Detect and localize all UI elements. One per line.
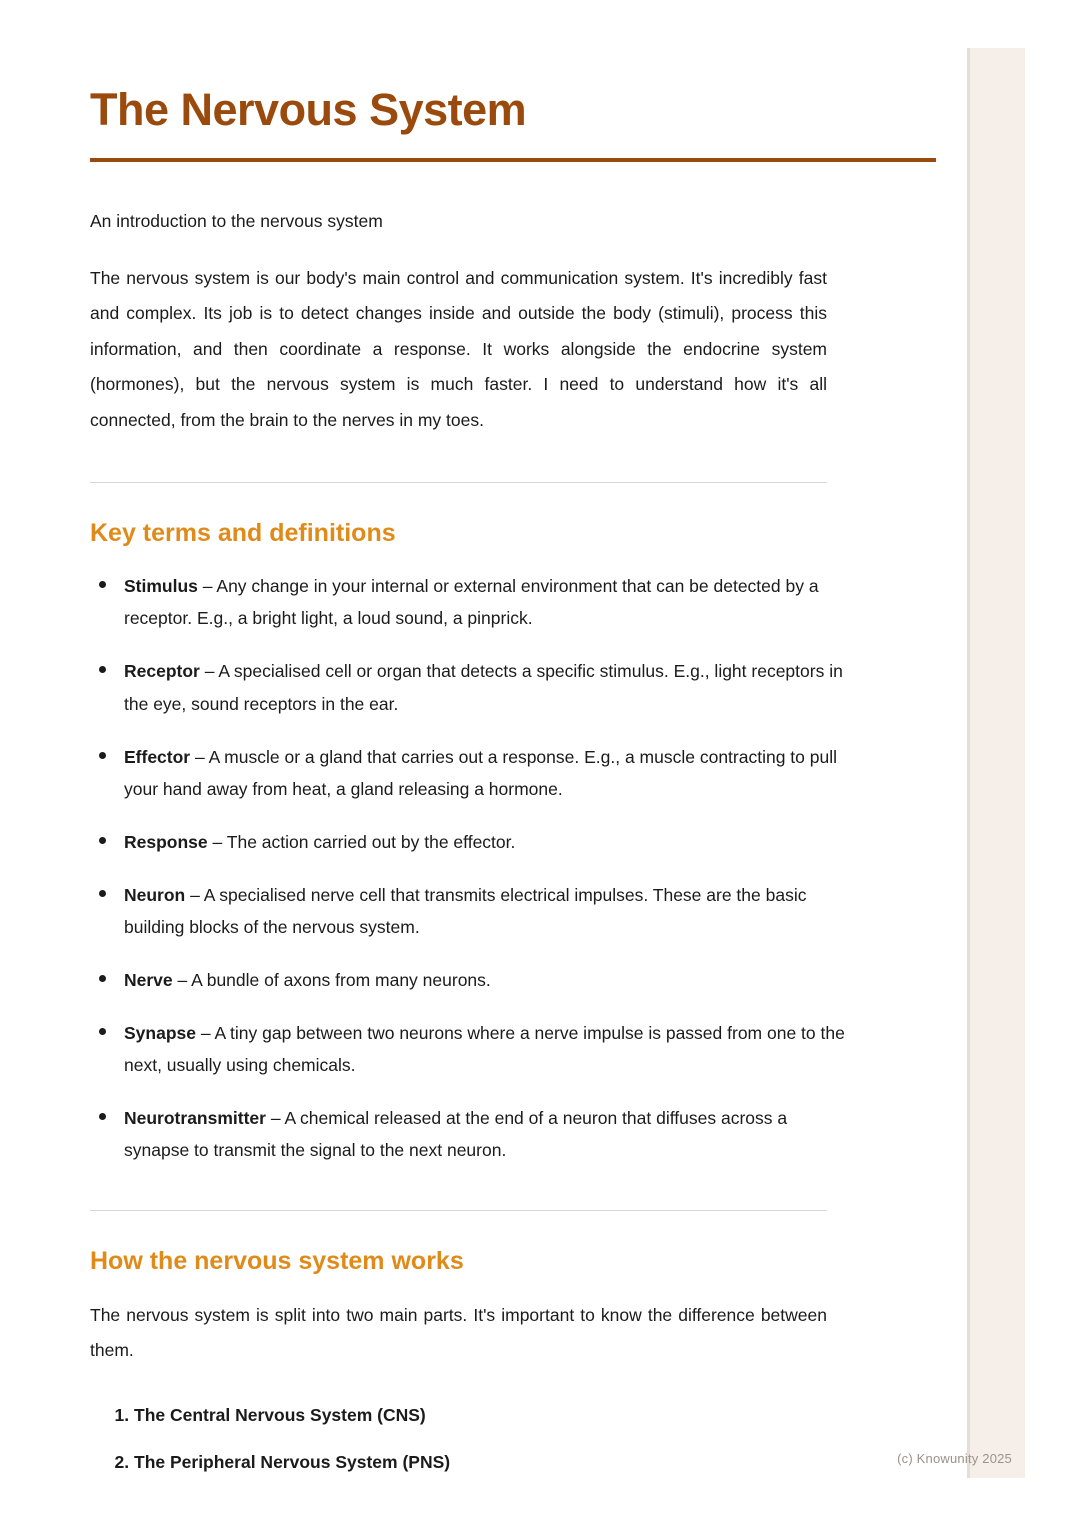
term-label: Synapse xyxy=(124,1022,196,1043)
section-heading-how-it-works: How the nervous system works xyxy=(90,1246,464,1275)
term-definition: – A specialised cell or organ that detects a specific stimulus. E.g., light receptors in the eye, sound receptors in the ear. xyxy=(124,661,843,714)
term-label: Response xyxy=(124,831,208,852)
title-underline xyxy=(90,158,936,162)
term-definition: – A chemical released at the end of a neuron that diffuses across a synapse to transmit the signal to the next neuron. xyxy=(124,1107,788,1160)
list-item xyxy=(90,1017,850,1081)
term-label: Neurotransmitter xyxy=(124,1107,266,1128)
term-definition: – A specialised nerve cell that transmits electrical impulses. These are the basic building blocks of the nervous system. xyxy=(124,884,807,937)
bullet-icon xyxy=(99,1113,106,1120)
list-item: 2. The Peripheral Nervous System (PNS) xyxy=(134,1448,834,1476)
bullet-icon xyxy=(99,666,106,673)
intro-paragraph: The nervous system is our body's main control and communication system. It's incredibly fast and complex. Its job is to detect changes inside and outside the body (stimuli), process this information, and then coordinate a response. It works alongside the endocrine system (hormones), but the nervous system is much faster. I need to understand how it's all connected, from the brain to the nerves in my toes. xyxy=(90,267,827,430)
term-definition: – A bundle of axons from many neurons. xyxy=(172,969,491,990)
document-content xyxy=(90,84,938,1495)
list-item xyxy=(90,655,850,719)
bullet-icon xyxy=(99,752,106,759)
term-label: Stimulus xyxy=(124,576,198,597)
how-it-works-paragraph: The nervous system is split into two main parts. It's important to know the difference between them. xyxy=(90,1304,827,1361)
section-heading-key-terms: Key terms and definitions xyxy=(90,519,396,548)
nervous-system-parts-list xyxy=(90,1401,834,1476)
term-definition: – The action carried out by the effector. xyxy=(207,831,516,852)
term-label: Receptor xyxy=(124,661,200,682)
page-title: The Nervous System xyxy=(90,84,527,135)
bullet-icon xyxy=(99,890,106,897)
list-item xyxy=(90,879,850,943)
term-label: Nerve xyxy=(124,969,173,990)
list-item xyxy=(90,826,850,858)
intro-line: An introduction to the nervous system xyxy=(90,210,383,231)
list-item xyxy=(90,741,850,805)
list-item xyxy=(90,1102,850,1166)
page-margin-strip xyxy=(970,48,1025,1478)
bullet-icon xyxy=(99,1028,106,1035)
key-terms-list xyxy=(90,570,850,1165)
list-item: 1. The Central Nervous System (CNS) xyxy=(134,1401,834,1429)
list-item xyxy=(90,570,850,634)
bullet-icon xyxy=(99,581,106,588)
bullet-icon xyxy=(99,975,106,982)
term-label: Effector xyxy=(124,746,191,767)
watermark: (c) Knowunity 2025 xyxy=(897,1451,1012,1466)
term-definition: – A muscle or a gland that carries out a response. E.g., a muscle contracting to pull your hand away from heat, a gland releasing a hormone. xyxy=(124,746,838,799)
section-divider xyxy=(90,482,827,483)
list-item xyxy=(90,964,850,996)
term-definition: – A tiny gap between two neurons where a nerve impulse is passed from one to the next, usually using chemicals. xyxy=(124,1022,845,1075)
section-divider xyxy=(90,1210,827,1211)
term-label: Neuron xyxy=(124,884,186,905)
bullet-icon xyxy=(99,837,106,844)
term-definition: – Any change in your internal or external environment that can be detected by a receptor. E.g., a bright light, a loud sound, a pinprick. xyxy=(124,576,819,629)
